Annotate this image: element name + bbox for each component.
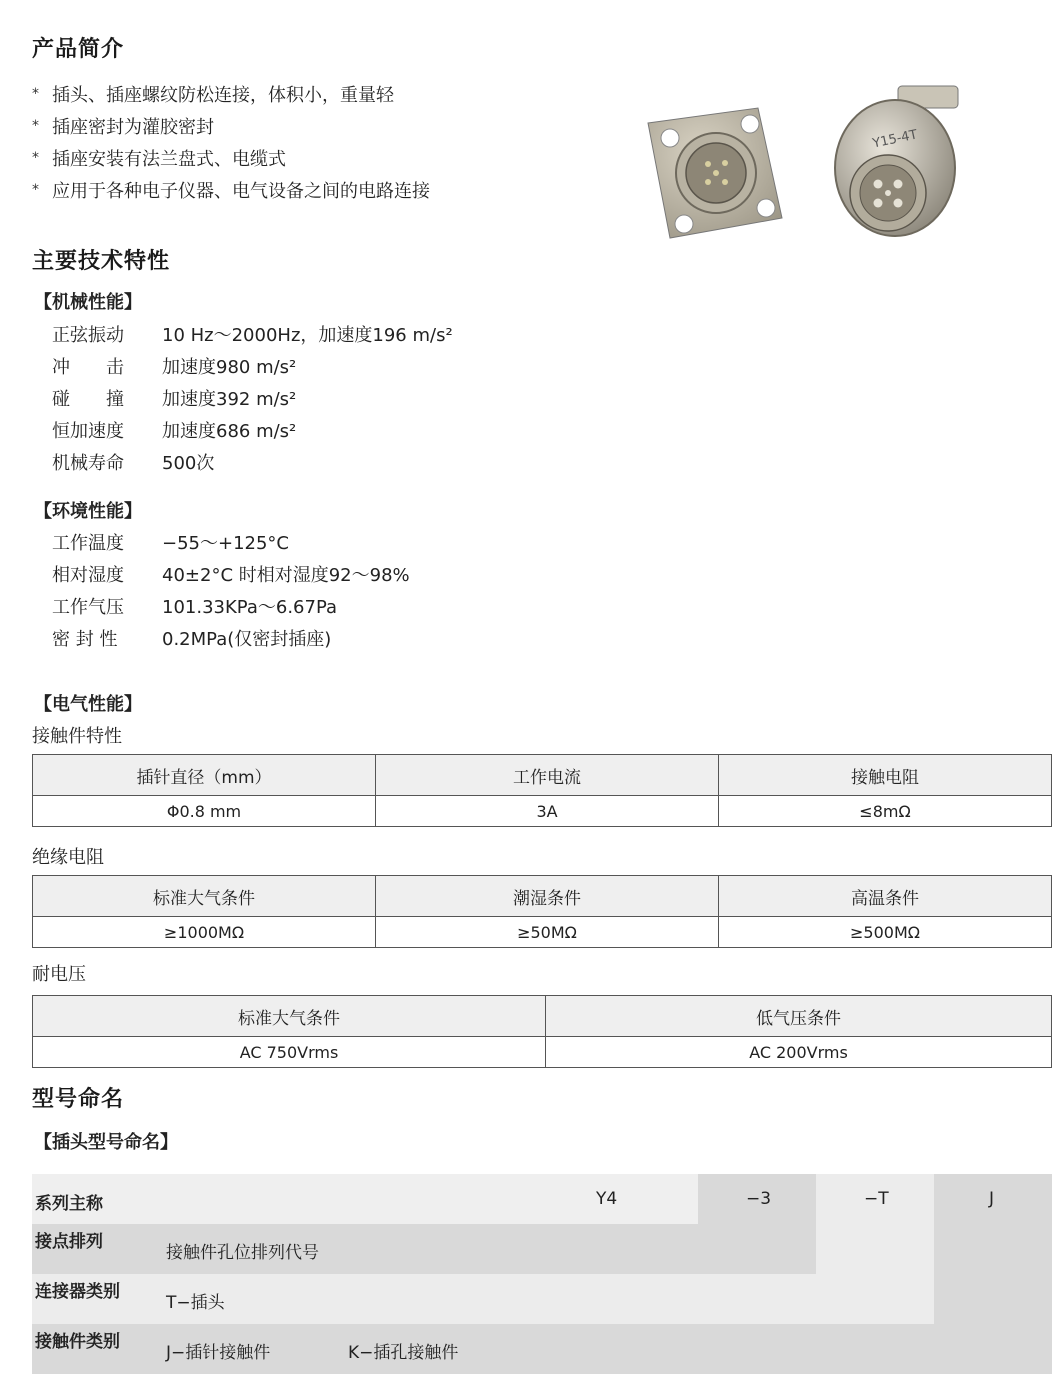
row-label: 接触件类别 — [35, 1332, 120, 1352]
list-item: * 插座密封为灌胶密封 — [32, 117, 214, 138]
plug-image — [835, 86, 958, 236]
contact-label: 接触件特性 — [32, 726, 122, 747]
table-cell: ≤8mΩ — [719, 796, 1052, 827]
list-item: * 插头、插座螺纹防松连接，体积小，重量轻 — [32, 85, 394, 106]
table-row — [33, 996, 1052, 1037]
row-desc: J−插针接触件 — [166, 1343, 271, 1363]
table-row — [33, 796, 1052, 827]
plug-marking: Y15-4T — [871, 127, 919, 152]
model-title: 型号命名 — [32, 1087, 125, 1112]
spec-row: 恒加速度 加速度686 m/s² — [52, 421, 297, 442]
specs-title: 主要技术特性 — [32, 249, 171, 274]
code-series: Y4 — [596, 1189, 618, 1209]
mechanical-list — [32, 318, 453, 478]
table-header: 标准大气条件 — [33, 876, 376, 917]
contact-table — [32, 754, 1052, 827]
table-header: 低气压条件 — [546, 996, 1052, 1037]
insulation-label: 绝缘电阻 — [32, 847, 104, 868]
bullet-marker: * — [32, 118, 39, 134]
voltage-table — [32, 995, 1052, 1068]
row-bg — [32, 1224, 698, 1274]
row-bg — [32, 1274, 816, 1324]
code-connector-type: −T — [864, 1189, 889, 1209]
row-label: 连接器类别 — [35, 1282, 120, 1302]
insulation-table — [32, 875, 1052, 948]
row-desc: T−插头 — [166, 1293, 225, 1313]
table-row — [33, 917, 1052, 948]
connector-product-photo — [640, 78, 970, 253]
table-row — [33, 876, 1052, 917]
table-header: 潮湿条件 — [376, 876, 719, 917]
table-header: 插针直径（mm） — [33, 755, 376, 796]
code-contact-type: J — [989, 1189, 995, 1209]
spec-row: 冲 击 加速度980 m/s² — [52, 357, 297, 378]
spec-row: 工作温度 −55～+125°C — [52, 533, 289, 554]
table-cell: AC 750Vrms — [33, 1037, 546, 1068]
list-item: * 应用于各种电子仪器、电气设备之间的电路连接 — [32, 181, 430, 202]
code-layout: −3 — [746, 1189, 772, 1209]
row-desc: K−插孔接触件 — [348, 1343, 459, 1363]
table-header: 工作电流 — [376, 755, 719, 796]
table-cell: Φ0.8 mm — [33, 796, 376, 827]
environmental-heading: 【环境性能】 — [34, 501, 142, 522]
model-naming-diagram — [32, 1174, 1052, 1374]
table-cell: AC 200Vrms — [546, 1037, 1052, 1068]
table-row — [33, 755, 1052, 796]
table-header: 接触电阻 — [719, 755, 1052, 796]
bullet-marker: * — [32, 182, 39, 198]
row-label: 系列主称 — [35, 1194, 103, 1214]
mechanical-heading: 【机械性能】 — [34, 292, 142, 313]
environmental-list — [32, 526, 410, 654]
table-row — [33, 1037, 1052, 1068]
table-header: 标准大气条件 — [33, 996, 546, 1037]
row-label: 接点排列 — [35, 1232, 103, 1252]
spec-row: 机械寿命 500次 — [52, 453, 215, 474]
list-item: * 插座安装有法兰盘式、电缆式 — [32, 149, 286, 170]
spec-row: 相对湿度 40±2°C 时相对湿度92～98% — [52, 565, 410, 586]
spec-row: 碰 撞 加速度392 m/s² — [52, 389, 297, 410]
electrical-heading: 【电气性能】 — [34, 694, 142, 715]
bullet-marker: * — [32, 86, 39, 102]
voltage-label: 耐电压 — [32, 964, 86, 985]
model-subtitle: 【插头型号命名】 — [34, 1132, 178, 1153]
intro-bullet-list — [32, 78, 430, 206]
receptacle-image — [648, 108, 782, 238]
spec-row: 密 封 性 0.2MPa(仅密封插座) — [52, 629, 332, 650]
table-cell: ≥500MΩ — [719, 917, 1052, 948]
spec-row: 正弦振动 10 Hz～2000Hz，加速度196 m/s² — [52, 325, 453, 346]
spec-row: 工作气压 101.33KPa～6.67Pa — [52, 597, 338, 618]
row-desc: 接触件孔位排列代号 — [166, 1243, 319, 1263]
table-cell: ≥50MΩ — [376, 917, 719, 948]
intro-title: 产品简介 — [32, 37, 125, 62]
table-cell: ≥1000MΩ — [33, 917, 376, 948]
bullet-marker: * — [32, 150, 39, 166]
table-header: 高温条件 — [719, 876, 1052, 917]
table-cell: 3A — [376, 796, 719, 827]
